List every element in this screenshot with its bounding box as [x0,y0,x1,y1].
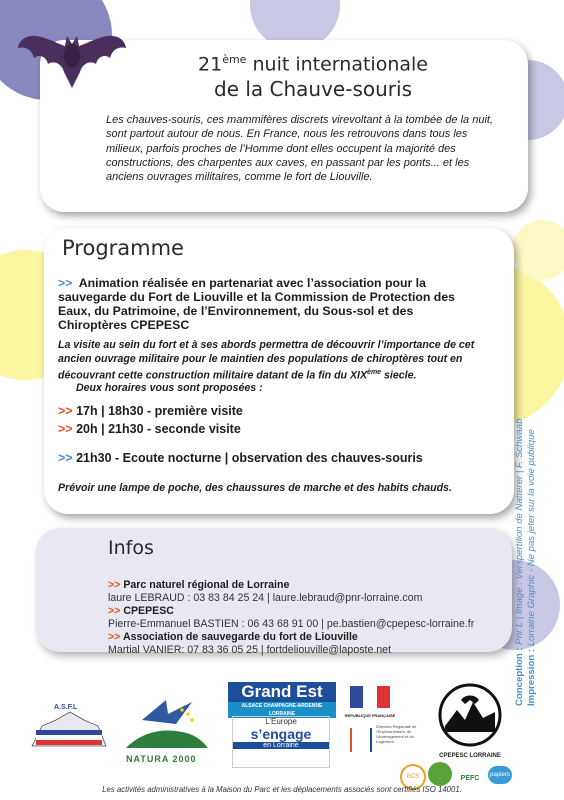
arrow-icon: >> [108,605,121,617]
slot-first-visit: >> 17h | 18h30 - première visite [58,404,243,418]
intro-text: Les chauves-souris, ces mammifères discrets virevoltant à la tombée de la nuit, sont partout autour de nous. En France, nous les retrouvons dans tous les milieux, parfois proches de l’Homme dont elles occupent la majorité des constructions, des charpentes aux caves, en passant par les ponts... et les anciens ouvrages militaires, comme le fort de Liouville. [106,114,493,184]
bat-icon [16,32,128,94]
iso-footer: Les activités administratives à la Maison du Parc et les déplacements associés sont certifiés ISO 14001. [102,785,462,794]
natura-bird-icon [122,692,212,754]
cpepesc-logo: CPEPESC LORRAINE [432,682,508,764]
arrow-icon: >> [58,422,73,436]
marianne-icon [350,686,390,708]
programme-main: >> Animation réalisée en partenariat avec l’association pour la sauvegarde du Fort de Liouville et la Commission de Protection des Eaux, du Patrimoine, de l’Environnement, du Sous-sol et des Chiroptères CPEPESC [58,276,456,332]
republique-logo: RÉPUBLIQUE FRANÇAISE [342,686,398,722]
natura2000-logo: NATURA 2000 [122,692,212,764]
contact-asfl: >> Association de sauvegarde du fort de Liouville Martial VANIER: 07 83 36 05 25 | fortdeliouville@laposte.net [108,631,392,656]
slot-night-listening: >> 21h30 - Ecoute nocturne | observation des chauves-souris [58,451,423,465]
cpepesc-bat-icon [437,682,503,748]
arrow-icon: >> [58,404,73,418]
programme-description: La visite au sein du fort et à ses abords permettra de découvrir l’importance de cet ancien ouvrage militaire pour le maintien des populations de chiroptères tout en découvrant cette construction militaire datant de la fin du XIXème siecle. [58,339,475,382]
papiers-logo: papiers [488,766,512,784]
programme-heading: Programme [62,236,184,260]
arrow-icon: >> [108,579,121,591]
page-title: 21ème nuit internationale de la Chauve-souris [198,53,428,102]
dreal-bars-icon [350,728,372,752]
yellow-bubble-small [512,220,564,280]
arrow-icon: >> [58,276,73,290]
horaires-intro: Deux horaires vous sont proposées : [76,382,263,394]
europe-logo: L’Europe s’engage en Lorraine [232,716,330,768]
asfl-logo: A.S.F.L [26,696,112,756]
grandest-logo: Grand Est ALSACE CHAMPAGNE-ARDENNE LORRAINE [228,682,336,714]
dreal-logo: Direction Régionale de l’Environnement, de l’Aménagement et du Logement [376,724,417,744]
ecolabel-logo [428,762,452,786]
contact-cpepesc: >> CPEPESC Pierre-Emmanuel BASTIEN : 06 43 68 91 00 | pe.bastien@cpepesc-lorraine.fr [108,605,475,630]
arrow-icon: >> [58,451,73,465]
equipment-note: Prévoir une lampe de poche, des chaussures de marche et des habits chauds. [58,482,452,494]
arrow-icon: >> [108,631,121,643]
slot-second-visit: >> 20h | 21h30 - seconde visite [58,422,241,436]
infos-heading: Infos [108,537,154,559]
contact-pnr: >> Parc naturel régional de Lorraine laure LEBRAUD : 03 83 84 25 24 | laure.lebraud@pnr-lorraine.com [108,579,423,604]
pefc-logo: PEFC [460,775,480,782]
credits-vertical: Conception : Pnr L | Image : Verspertilion de Natterer | F. Schwaab Impression : Lorraine Graphic - Ne pas jeter sur la voie publique [514,418,537,706]
bcs-logo: BCS [400,764,426,790]
